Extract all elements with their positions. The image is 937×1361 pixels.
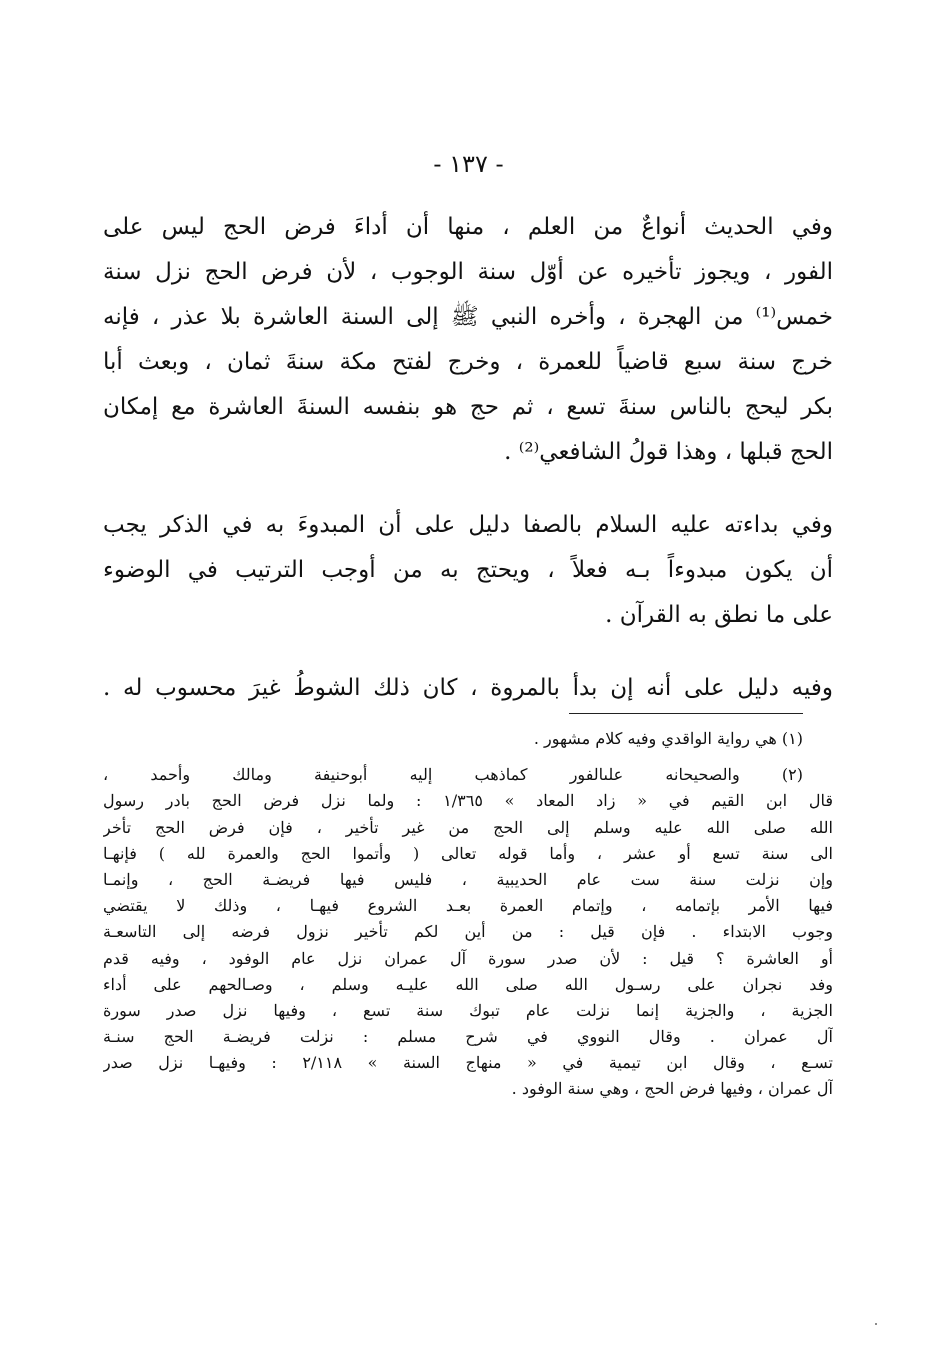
footnote-line: (١) هي رواية الواقدي وفيه كلام مشهور . <box>533 729 803 748</box>
footnote-separator <box>569 713 803 714</box>
text-line: وفي بداءته عليه السلام بالصفا دليل على أن المبدوءَ به في الذكر يجب <box>103 512 833 538</box>
text-line: على ما نطق به القرآن . <box>605 602 833 628</box>
paragraph-2 <box>103 503 833 638</box>
paragraph-gap <box>103 475 833 503</box>
paragraph-3 <box>103 666 833 711</box>
main-text <box>103 205 833 711</box>
text-line: وفي الحديث أنواعٌ من العلم ، منها أن أداءَ فرض الحج ليس على <box>103 214 833 240</box>
footnote-line: الله صلى الله عليه وسلم إلى الحج من غير تأخير ، فإن فرض الحج تأخر <box>103 817 833 837</box>
footnote-line: فيها الأمر بإتمامه ، وإتمام العمرة بعـد الشروع فيهـا ، وذلك لا يقتضي <box>103 896 833 916</box>
scan-speck <box>875 1323 877 1325</box>
footnotes <box>103 726 833 1103</box>
paragraph-gap <box>103 638 833 666</box>
footnote-2 <box>103 762 833 1102</box>
text-line: الحج قبلها ، وهذا قولُ الشافعي⁽²⁾ . <box>504 439 833 465</box>
footnote-line: آل عمران . وقال النووي في شرح مسلم : نزلت فريضـة الحج سنـة <box>103 1027 833 1047</box>
footnote-line: تسـع ، وقال ابن تيمية في « منهاج السنة » ٢/١١٨ : وفيهـا نزل صدر <box>103 1053 833 1073</box>
footnote-gap <box>103 752 833 762</box>
footnote-line: وجوب الابتداء . فإن قيل : من أين لكم تأخير نزول فرضه إلى التاسعـة <box>103 922 833 942</box>
footnote-line: (٢) والصحيحانه علىالفور كماذهب إليه أبوحنيفة ومالك وأحمد ، <box>103 765 803 785</box>
paragraph-1 <box>103 205 833 475</box>
footnote-1 <box>103 726 833 752</box>
footnote-line: أو العاشرة ؟ قيل : لأن صدر سورة آل عمران نزل عام الوفود ، وفيه قدم <box>103 948 833 968</box>
text-line: خمس⁽¹⁾ من الهجرة ، وأخره النبي ﷺ إلى السنة العاشرة بلا عذر ، فإنه <box>103 304 833 330</box>
footnote-line: وإن نزلت سنة ست عام الحديبية ، فليس فيها فريضـة الحج ، وإنمـا <box>103 869 833 889</box>
footnote-line: وفد نجران على رسـول الله صلى الله عليـه وسلم ، وصـالحهم على أداء <box>103 974 833 994</box>
footnote-line: آل عمران ، وفيها فرض الحج ، وهي سنة الوفود . <box>511 1079 833 1099</box>
text-line: وفيه دليل على أنه إن بدأ بالمروة ، كان ذلك الشوطُ غيرَ محسوب له . <box>103 675 833 701</box>
footnote-line: الى سنة تسع أو عشر ، وأما قوله تعالى ( وأتموا الحج والعمرة لله ) فإنهـا <box>103 843 833 863</box>
page-number: - ١٣٧ - <box>433 150 504 178</box>
footnote-line: قال ابن القيم في « زاد المعاد » ١/٣٦٥ : ولما نزل فرض الحج بادر رسول <box>103 791 833 811</box>
footnote-line: الجزية ، والجزية إنما نزلت عام تبوك سنة تسع ، وفيها نزل صدر سورة <box>103 1000 833 1020</box>
text-line: الفور ، ويجوز تأخيره عن أوّل سنة الوجوب ، لأن فرض الحج نزل سنة <box>103 259 833 285</box>
text-line: خرج سنة سبع قاضياً للعمرة ، وخرج لفتح مكة سنةَ ثمان ، وبعث أبا <box>103 349 833 375</box>
text-line: بكر ليحج بالناس سنةَ تسع ، ثم حج هو بنفسه السنةَ العاشرة مع إمكان <box>103 394 833 420</box>
text-line: أن يكون مبدوءاً بـه فعلاً ، ويحتج به من أوجب الترتيب في الوضوء <box>103 557 833 583</box>
